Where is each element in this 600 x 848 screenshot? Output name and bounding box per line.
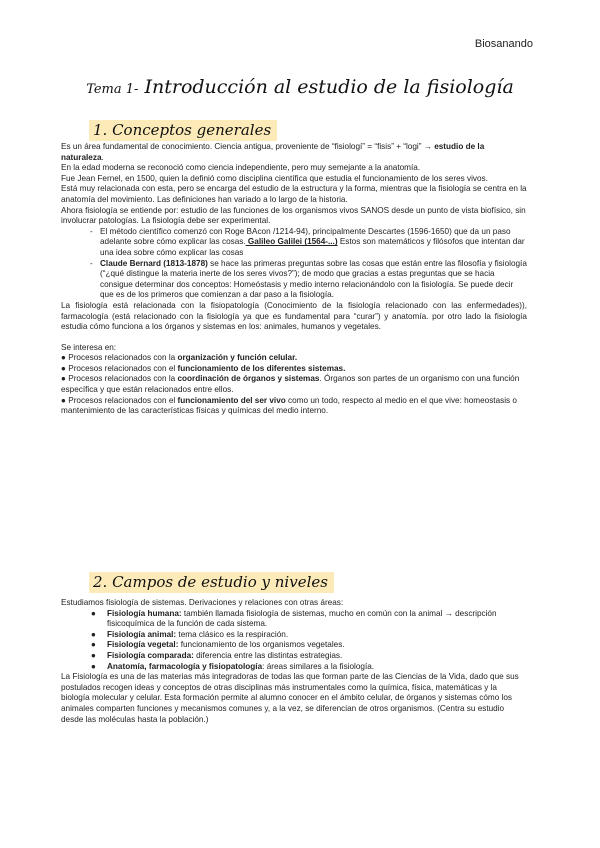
item-text: Procesos relacionados con el: [68, 395, 178, 405]
header-brand: Biosanando: [474, 38, 533, 50]
document-title: [0, 76, 600, 98]
list-item: [61, 353, 527, 364]
list-item: [61, 630, 527, 641]
galileo-link[interactable]: Galileo Galilei (1564-...): [245, 237, 338, 247]
interest-list: [61, 353, 527, 417]
interest-intro: Se interesa en:: [61, 342, 117, 352]
section-2-heading: 2. Campos de estudio y niveles: [89, 572, 334, 593]
item-text: Procesos relacionados con la: [68, 374, 178, 384]
list-item: [61, 227, 527, 259]
item-text: tema clásico es la respiración.: [176, 629, 289, 639]
item-text: diferencia entre las distintas estrategias.: [193, 650, 343, 660]
item-text: Estos son matemáticos y filósofos que intentan dar una idea sobre cómo explicar las cosas: [100, 237, 525, 257]
list-item: [61, 396, 527, 417]
bullet-marker: ●: [61, 353, 66, 363]
fields-list: [61, 609, 527, 673]
list-item: [61, 259, 527, 301]
paragraph: En la edad moderna se reconoció como ciencia independiente, pero muy semejante a la anatomía.: [61, 163, 421, 173]
item-text: se hace las primeras preguntas sobre las cosas que están entre las filosofía y fisiología (“¿qué distingue la materia inerte de los seres vivos?”); de modo que gracias a estas preguntas que se hacia consigue determinar dos conceptos: Homeóstasis y medio interno relacionándolo con la fisiología. Se puede decir que es de los primeros que comienzan a dar paso a la fisiología.: [100, 258, 527, 300]
dash-list: [61, 227, 527, 301]
item-text: El método científico comenzó con Roge BAcon /1214-94), principalmente Descartes (1596-1650) que da un paso adelante sobre cómo explicar las cosas.: [100, 226, 511, 247]
paragraph: La fisiología está relacionada con la fisiopatología (Conocimiento de la fisiología relacionado con las enfermedades)), farmacología (está relacionado con la fisiología ya que es fundamental para “curar”) y anatomía. por otro lado la fisiología estudia cómo funciona a los órganos y sistemas en los: animales, humanos y vegetales.: [61, 300, 527, 332]
section-2-body: [61, 598, 527, 725]
paragraph: Estudiamos fisiología de sistemas. Derivaciones y relaciones con otras áreas:: [61, 598, 344, 607]
paragraph-text: .: [101, 152, 104, 162]
title-main: Introducción al estudio de la fisiología: [144, 76, 514, 98]
item-bold: funcionamiento de los diferentes sistemas.: [177, 363, 346, 373]
item-text: . Órganos son partes de un organismo con una función específica y que están relacionados entre ellos.: [61, 374, 520, 395]
item-bold: Fisiología vegetal:: [107, 640, 179, 650]
list-item: [61, 662, 527, 673]
bullet-marker: ●: [91, 661, 96, 671]
bullet-marker: ●: [91, 629, 96, 639]
item-text: : áreas similares a la fisiología.: [262, 661, 375, 671]
list-item: [61, 640, 527, 651]
item-bold: Claude Bernard (1813-1878): [100, 258, 208, 268]
bullet-marker: ●: [61, 374, 66, 384]
paragraph-bold: estudio de la naturaleza: [61, 142, 485, 162]
item-text: Procesos relacionados con el: [68, 363, 178, 373]
paragraph: Ahora fisiología se entiende por: estudio de las funciones de los organismos vivos SANOS desde un punto de vista biofísico, sin involucrar patologías. La fisiología debe ser experimental.: [61, 205, 526, 226]
paragraph: Fue Jean Fernel, en 1500, quien la definió como disciplina científica que estudia el funcionamiento de los seres vivos.: [61, 173, 488, 183]
bullet-marker: ●: [61, 395, 66, 405]
item-bold: coordinación de órganos y sistemas: [177, 374, 320, 384]
item-bold: organización y función celular.: [177, 353, 298, 363]
item-text: funcionamiento de los organismos vegetales.: [178, 640, 345, 650]
list-item: [61, 364, 527, 375]
bullet-marker: ●: [61, 363, 66, 373]
title-prefix: Tema 1-: [86, 82, 139, 97]
section-1-heading: 1. Conceptos generales: [89, 120, 277, 141]
item-bold: Fisiología humana:: [107, 608, 182, 618]
paragraph-text: Es un área fundamental de conocimiento. Ciencia antigua, proveniente de “fisiologí” = “fisis” + “logi” →: [61, 142, 432, 151]
bullet-marker: ●: [91, 650, 96, 660]
dash-marker: -: [90, 226, 93, 236]
item-bold: Fisiología animal:: [107, 629, 177, 639]
item-text: Procesos relacionados con la: [68, 353, 178, 363]
list-item: [61, 374, 527, 395]
dash-marker: -: [90, 258, 93, 268]
spacer: [61, 333, 527, 343]
item-bold: funcionamiento del ser vivo: [177, 395, 286, 405]
item-text: también llamada fisiología de sistemas, mucho en común con la animal → descripción fisicoquímica de la función de cada sistema.: [107, 608, 497, 629]
section-1-body: [61, 142, 527, 417]
paragraph: Está muy relacionada con esta, pero se encarga del estudio de la estructura y la forma, mientras que la fisiología se centra en la anatomía del movimiento. Las definiciones han variado a lo largo de la historia.: [61, 184, 527, 204]
list-item: [61, 651, 527, 662]
list-item: [61, 609, 527, 630]
paragraph: [61, 142, 527, 163]
item-text: como un todo, respecto al medio en el que vive: homeostasis o mantenimiento de las características físicas y químicas del medio interno.: [61, 395, 517, 416]
paragraph: La Fisiología es una de las materias más integradoras de todas las que forman parte de las Ciencias de la Vida, dado que sus postulados recogen ideas y conceptos de otras disciplinas más instrumentales como la química, física, matemáticas y la biología molecular y celular. Esta formación permite al alumno conocer en el ámbito celular, de órganos y sistemas cómo los animales comparten funciones y mecanismos comunes y, a la vez, se diferencian de otros organismos. (Centra su estudio desde las moléculas hasta la población.): [61, 672, 519, 724]
item-bold: Fisiología comparada:: [107, 650, 194, 660]
bullet-marker: ●: [91, 608, 96, 618]
item-bold: Anatomía, farmacología y fisiopatología: [107, 661, 263, 671]
bullet-marker: ●: [91, 640, 96, 650]
